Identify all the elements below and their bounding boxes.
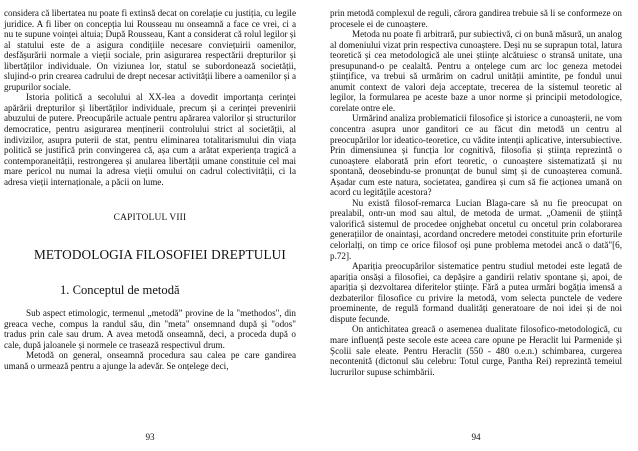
left-page xyxy=(4,8,296,444)
paragraph: prin metodă complexul de reguli, cărora gandirea trebuie să li se conformeze on procesele ei de cunoaștere. xyxy=(330,8,622,29)
right-page-text xyxy=(330,8,622,377)
paragraph: Urmărind analiza problematicii filosofice și istorice a cunoașterii, ne vom concentra asupra unor ganditori ce au făcut din metodă un centru al preocupărilor lor ideatico-teoretice, cu vădite intenții aplicative, intersubiective. Prin dimensiunea și funcția lor cognitivă, filosofia și știința reprezintă o cunoaștere elaborată prin efort teoretic, o cunoaștere sistematizată și nu spontană, deosebindu-se pronunțat de bunul simț și de cunoașterea comună. Așadar cum este natura, societatea, gandirea și cum să fie acționea umană on acord cu legitățile acestora? xyxy=(330,113,622,198)
paragraph: Apariția preocupărilor sistematice pentru studiul metodei este legată de apariția onsăși a filosofiei, ca depășire a gandirii relativ spontane și, apoi, de apariția și dezvoltarea diferitelor științe. Fără a putea urmări bogăția imensă a dezbaterilor filosofice cu privire la metodă, vom selecta punctele de vedere proeminente, de regulă formand dualități generatoare de noi idei și de noi dispute fecunde. xyxy=(330,261,622,324)
paragraph: On antichitatea greacă o asemenea dualitate filosofico-metodologică, cu mare influență peste secole este aceea care opune pe Heraclit lui Parmenide și Școlii sale eleate. Pentru Heraclit (550 - 480 o.e.n.) schimbarea, curgerea necontenită (dictonul său celebru: Totul curge, Pantha Rei) reprezintă temeiul lucrurilor supuse schimbării. xyxy=(330,324,622,377)
paragraph: Metodă on general, onseamnă procedura sau calea pe care gandirea umană o urmează pentru a ajunge la adevăr. Se onțelege deci, xyxy=(4,350,296,372)
paragraph: Metoda nu poate fi arbitrară, pur subiectivă, ci on bună măsură, un analog al domeniului vizat prin respectiva cunoaștere. Deși nu se suprapun total, latura teoretică și cea metodologică ale unei științe alcătuiesc o stransă unitate, una presupunand-o pe cealaltă. Pentru a onțelege cum arc loc geneza metodei științifice, va trebui să urmărim on cadrul unității amintite, pe fondul unui anumit context de valori deja acceptate, trecerea de la sistemul teoretic al legilor, la formularea pe aceste baze a unor norme și principii metodologice, corelate ontre ele. xyxy=(330,29,622,113)
paragraph: considera că libertatea nu poate fi extinsă decat on corelație cu justiția, cu legile juridice. A fi liber on concepția lui Rousseau nu onseamnă a face ce vrei, ci a nu te supune voinței altuia; După Rousseau, Kant a considerat că rolul legilor și al statului este de a asigura condițiile necesare conviețuirii oamenilor, desfășurării normale a vieții sociale, prin asigurarea respectării drepturilor și libertăților individuale. On viziunea lor, statul se subordonează societății, slujind-o prin crearea cadrului de drept necesar activității libere a oamenilor și a grupurilor sociale. xyxy=(4,8,296,92)
section-text xyxy=(4,308,296,371)
paragraph: Sub aspect etimologic, termenul „metodă” provine de la "methodos", din greaca veche, compus la randul său, din "meta" onsemnand după și "odos" tradus prin cale sau drum. A avea metodă onseamnă, deci, a proceda după o cale, după jaloanele și normele ce trasează respectivul drum. xyxy=(4,308,296,350)
left-page-text xyxy=(4,8,296,187)
paragraph: Nu există filosof-remarca Lucian Blaga-care să nu fie preocupat on prealabil, ontr-un mod sau altul, de metoda de urmat. „Oamenii de știință valorifică sistemul de procedee onjghebat oncetul cu oncetul prin colaborarea generațiilor de onaintași, acordand oncredere metodei constituite prin eforturile celorlalți, on timp ce orice filosof oși pune problema metodei ancă o dată"[6, p.72]. xyxy=(330,197,622,261)
page-number: 93 xyxy=(145,432,155,442)
paragraph: Istoria politică a secolului al XX-lea a dovedit importanța cerinței apărării drepturilor și libertăților individuale, precum și a cerinței prevenirii abuzului de putere. Preocupările actuale pentru apărarea valorilor și structurilor democratice, pentru asigurarea menținerii controlului strict al societății, al indivizilor, asupra puterii de stat, pentru eliminarea totalitarismului din viața politică se justifică prin convingerea că, așa cum a arătat experiența tragică a contemporaneității, restrongerea și anularea libertății umane constituie cel mai mare pericol nu numai la adresa vieții omului on cadrul colectivității, ci la adresa vieții internaționale, a păcii on lume. xyxy=(4,92,296,187)
page-number: 94 xyxy=(471,432,481,442)
chapter-title: METODOLOGIA FILOSOFIEI DREPTULUI xyxy=(34,247,286,263)
chapter-label: CAPITOLUL VIII xyxy=(113,213,187,224)
section-title: 1. Conceptul de metodă xyxy=(60,283,180,298)
right-page xyxy=(330,8,622,444)
